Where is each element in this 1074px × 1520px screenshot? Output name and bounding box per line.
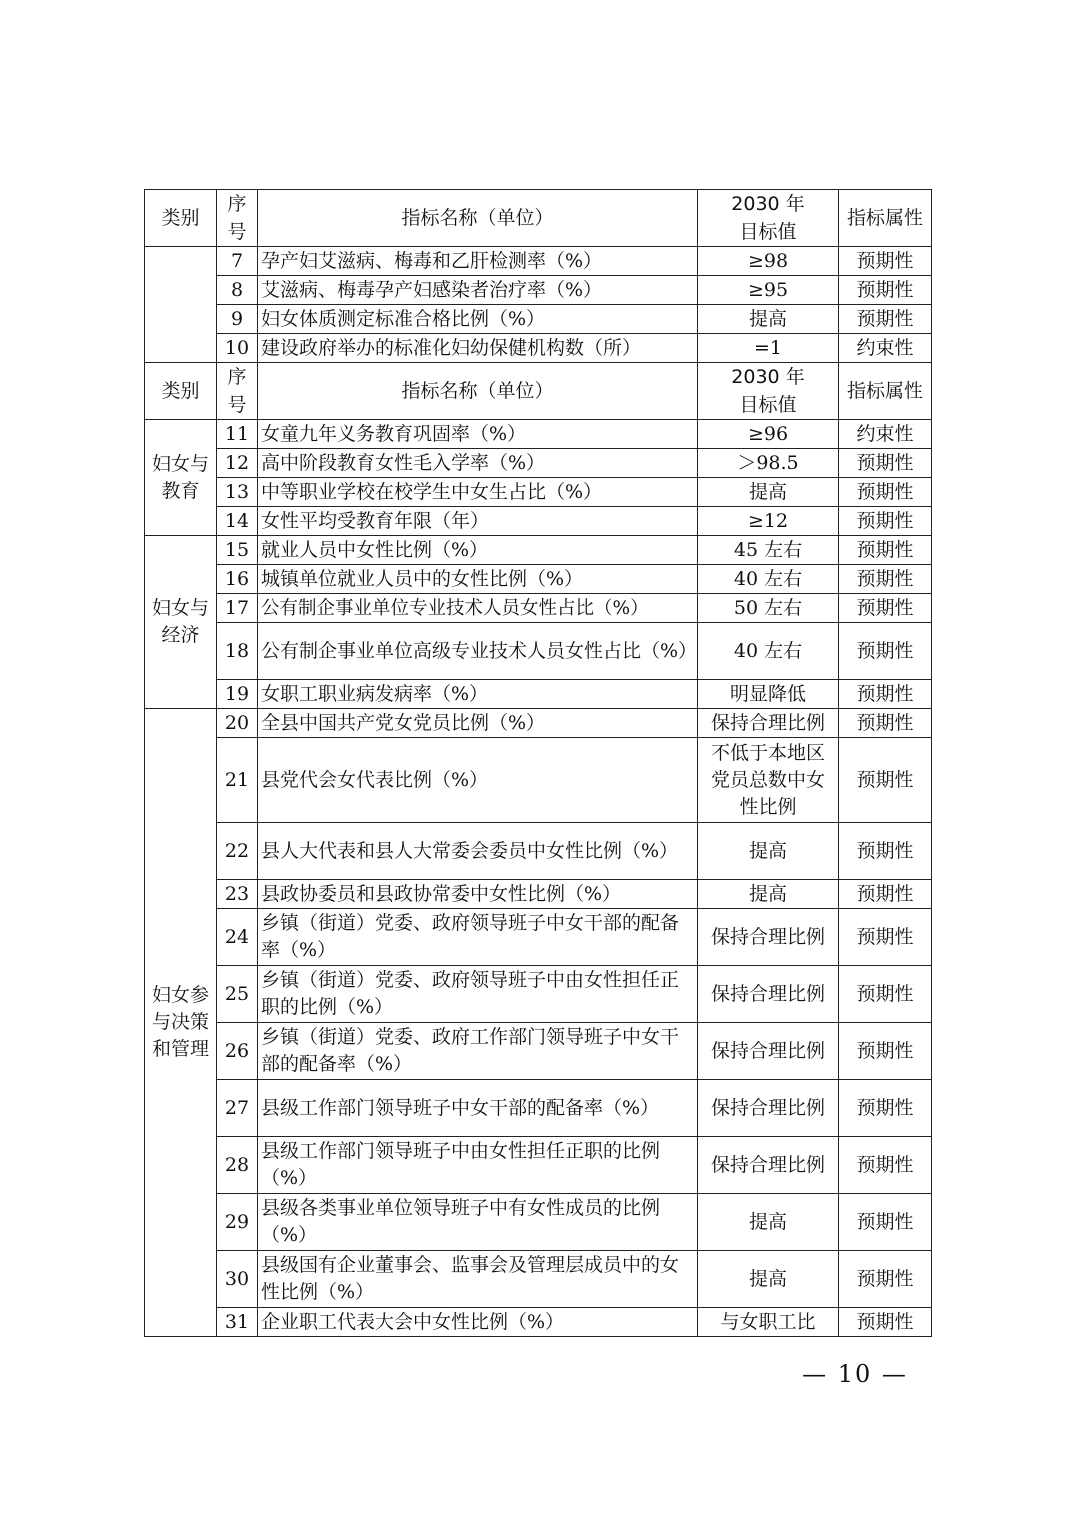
row-attribute: 预期性 <box>839 709 932 738</box>
row-attribute: 预期性 <box>839 966 932 1023</box>
row-seq: 24 <box>217 909 258 966</box>
row-attribute: 预期性 <box>839 594 932 623</box>
table-row <box>145 909 932 966</box>
row-attribute: 预期性 <box>839 823 932 880</box>
indicator-table <box>144 189 932 1337</box>
row-target: 40 左右 <box>698 565 839 594</box>
row-seq: 16 <box>217 565 258 594</box>
row-attribute: 约束性 <box>839 334 932 363</box>
table-row <box>145 1137 932 1194</box>
table-row <box>145 334 932 363</box>
table-row <box>145 305 932 334</box>
row-name: 公有制企事业单位高级专业技术人员女性占比（%） <box>258 623 698 680</box>
table-row <box>145 565 932 594</box>
row-target: 保持合理比例 <box>698 709 839 738</box>
row-name: 县人大代表和县人大常委会委员中女性比例（%） <box>258 823 698 880</box>
row-seq: 29 <box>217 1194 258 1251</box>
page-number: — 10 — <box>802 1360 908 1388</box>
header-target: 2030 年目标值 <box>698 363 839 420</box>
row-seq: 11 <box>217 420 258 449</box>
row-seq: 18 <box>217 623 258 680</box>
row-name: 女童九年义务教育巩固率（%） <box>258 420 698 449</box>
row-target: ≥96 <box>698 420 839 449</box>
table-row <box>145 709 932 738</box>
row-attribute: 预期性 <box>839 738 932 823</box>
header-category: 类别 <box>145 190 217 247</box>
row-seq: 8 <box>217 276 258 305</box>
row-name: 县政协委员和县政协常委中女性比例（%） <box>258 880 698 909</box>
row-attribute: 预期性 <box>839 276 932 305</box>
row-target: 提高 <box>698 478 839 507</box>
row-attribute: 约束性 <box>839 420 932 449</box>
row-attribute: 预期性 <box>839 449 932 478</box>
row-seq: 23 <box>217 880 258 909</box>
table-row <box>145 880 932 909</box>
row-name: 乡镇（街道）党委、政府工作部门领导班子中女干部的配备率（%） <box>258 1023 698 1080</box>
table-row <box>145 536 932 565</box>
table-row <box>145 823 932 880</box>
row-target: 保持合理比例 <box>698 909 839 966</box>
table-row <box>145 680 932 709</box>
row-seq: 12 <box>217 449 258 478</box>
header-category: 类别 <box>145 363 217 420</box>
header-seq: 序号 <box>217 190 258 247</box>
header-name: 指标名称（单位） <box>258 190 698 247</box>
row-seq: 22 <box>217 823 258 880</box>
row-attribute: 预期性 <box>839 680 932 709</box>
header-attribute: 指标属性 <box>839 190 932 247</box>
row-seq: 14 <box>217 507 258 536</box>
row-name: 就业人员中女性比例（%） <box>258 536 698 565</box>
row-name: 建设政府举办的标准化妇幼保健机构数（所） <box>258 334 698 363</box>
row-target: 保持合理比例 <box>698 966 839 1023</box>
category-cell-economy: 妇女与经济 <box>145 536 217 709</box>
row-seq: 10 <box>217 334 258 363</box>
row-seq: 25 <box>217 966 258 1023</box>
row-attribute: 预期性 <box>839 305 932 334</box>
row-name: 企业职工代表大会中女性比例（%） <box>258 1308 698 1337</box>
table-row <box>145 623 932 680</box>
table-header-row <box>145 363 932 420</box>
row-name: 妇女体质测定标准合格比例（%） <box>258 305 698 334</box>
row-name: 县党代会女代表比例（%） <box>258 738 698 823</box>
row-attribute: 预期性 <box>839 1308 932 1337</box>
row-target: 保持合理比例 <box>698 1137 839 1194</box>
table-row <box>145 594 932 623</box>
row-attribute: 预期性 <box>839 1137 932 1194</box>
row-attribute: 预期性 <box>839 909 932 966</box>
row-name: 全县中国共产党女党员比例（%） <box>258 709 698 738</box>
row-target: =1 <box>698 334 839 363</box>
row-seq: 21 <box>217 738 258 823</box>
row-target: 提高 <box>698 1251 839 1308</box>
row-target: ≥12 <box>698 507 839 536</box>
row-target: 明显降低 <box>698 680 839 709</box>
row-attribute: 预期性 <box>839 1194 932 1251</box>
row-name: 县级工作部门领导班子中由女性担任正职的比例（%） <box>258 1137 698 1194</box>
row-seq: 27 <box>217 1080 258 1137</box>
row-name: 乡镇（街道）党委、政府领导班子中由女性担任正职的比例（%） <box>258 966 698 1023</box>
row-seq: 31 <box>217 1308 258 1337</box>
row-name: 高中阶段教育女性毛入学率（%） <box>258 449 698 478</box>
row-seq: 30 <box>217 1251 258 1308</box>
row-attribute: 预期性 <box>839 565 932 594</box>
row-name: 艾滋病、梅毒孕产妇感染者治疗率（%） <box>258 276 698 305</box>
row-attribute: 预期性 <box>839 1251 932 1308</box>
table-row <box>145 449 932 478</box>
row-name: 县级工作部门领导班子中女干部的配备率（%） <box>258 1080 698 1137</box>
header-attribute: 指标属性 <box>839 363 932 420</box>
header-name: 指标名称（单位） <box>258 363 698 420</box>
row-seq: 15 <box>217 536 258 565</box>
table-row <box>145 1251 932 1308</box>
row-target: ≥95 <box>698 276 839 305</box>
row-attribute: 预期性 <box>839 1080 932 1137</box>
row-target: 保持合理比例 <box>698 1080 839 1137</box>
row-name: 乡镇（街道）党委、政府领导班子中女干部的配备率（%） <box>258 909 698 966</box>
table-row <box>145 1308 932 1337</box>
table-row <box>145 276 932 305</box>
category-cell-education: 妇女与教育 <box>145 420 217 536</box>
row-seq: 28 <box>217 1137 258 1194</box>
category-cell-decision: 妇女参与决策和管理 <box>145 709 217 1337</box>
table-row <box>145 1080 932 1137</box>
row-target: 提高 <box>698 880 839 909</box>
row-target: ＞98.5 <box>698 449 839 478</box>
row-target: 40 左右 <box>698 623 839 680</box>
header-target: 2030 年目标值 <box>698 190 839 247</box>
category-cell-health <box>145 247 217 363</box>
row-attribute: 预期性 <box>839 623 932 680</box>
row-target: 提高 <box>698 1194 839 1251</box>
table-row <box>145 966 932 1023</box>
row-attribute: 预期性 <box>839 507 932 536</box>
row-attribute: 预期性 <box>839 247 932 276</box>
row-seq: 7 <box>217 247 258 276</box>
row-name: 中等职业学校在校学生中女生占比（%） <box>258 478 698 507</box>
row-target: 与女职工比 <box>698 1308 839 1337</box>
table-row <box>145 1194 932 1251</box>
table-row <box>145 247 932 276</box>
row-target: 45 左右 <box>698 536 839 565</box>
row-seq: 26 <box>217 1023 258 1080</box>
row-name: 孕产妇艾滋病、梅毒和乙肝检测率（%） <box>258 247 698 276</box>
row-seq: 17 <box>217 594 258 623</box>
row-target: 保持合理比例 <box>698 1023 839 1080</box>
table-row <box>145 478 932 507</box>
row-seq: 19 <box>217 680 258 709</box>
table-row <box>145 507 932 536</box>
row-attribute: 预期性 <box>839 536 932 565</box>
row-name: 城镇单位就业人员中的女性比例（%） <box>258 565 698 594</box>
table-row <box>145 738 932 823</box>
table-row <box>145 420 932 449</box>
row-seq: 20 <box>217 709 258 738</box>
row-name: 公有制企事业单位专业技术人员女性占比（%） <box>258 594 698 623</box>
row-target: ≥98 <box>698 247 839 276</box>
row-target: 提高 <box>698 823 839 880</box>
row-name: 女职工职业病发病率（%） <box>258 680 698 709</box>
row-attribute: 预期性 <box>839 880 932 909</box>
table-header-row <box>145 190 932 247</box>
row-target: 不低于本地区党员总数中女性比例 <box>698 738 839 823</box>
row-target: 提高 <box>698 305 839 334</box>
row-name: 县级国有企业董事会、监事会及管理层成员中的女性比例（%） <box>258 1251 698 1308</box>
row-name: 县级各类事业单位领导班子中有女性成员的比例（%） <box>258 1194 698 1251</box>
header-seq: 序号 <box>217 363 258 420</box>
row-attribute: 预期性 <box>839 478 932 507</box>
row-seq: 13 <box>217 478 258 507</box>
table-row <box>145 1023 932 1080</box>
row-target: 50 左右 <box>698 594 839 623</box>
row-seq: 9 <box>217 305 258 334</box>
row-name: 女性平均受教育年限（年） <box>258 507 698 536</box>
row-attribute: 预期性 <box>839 1023 932 1080</box>
